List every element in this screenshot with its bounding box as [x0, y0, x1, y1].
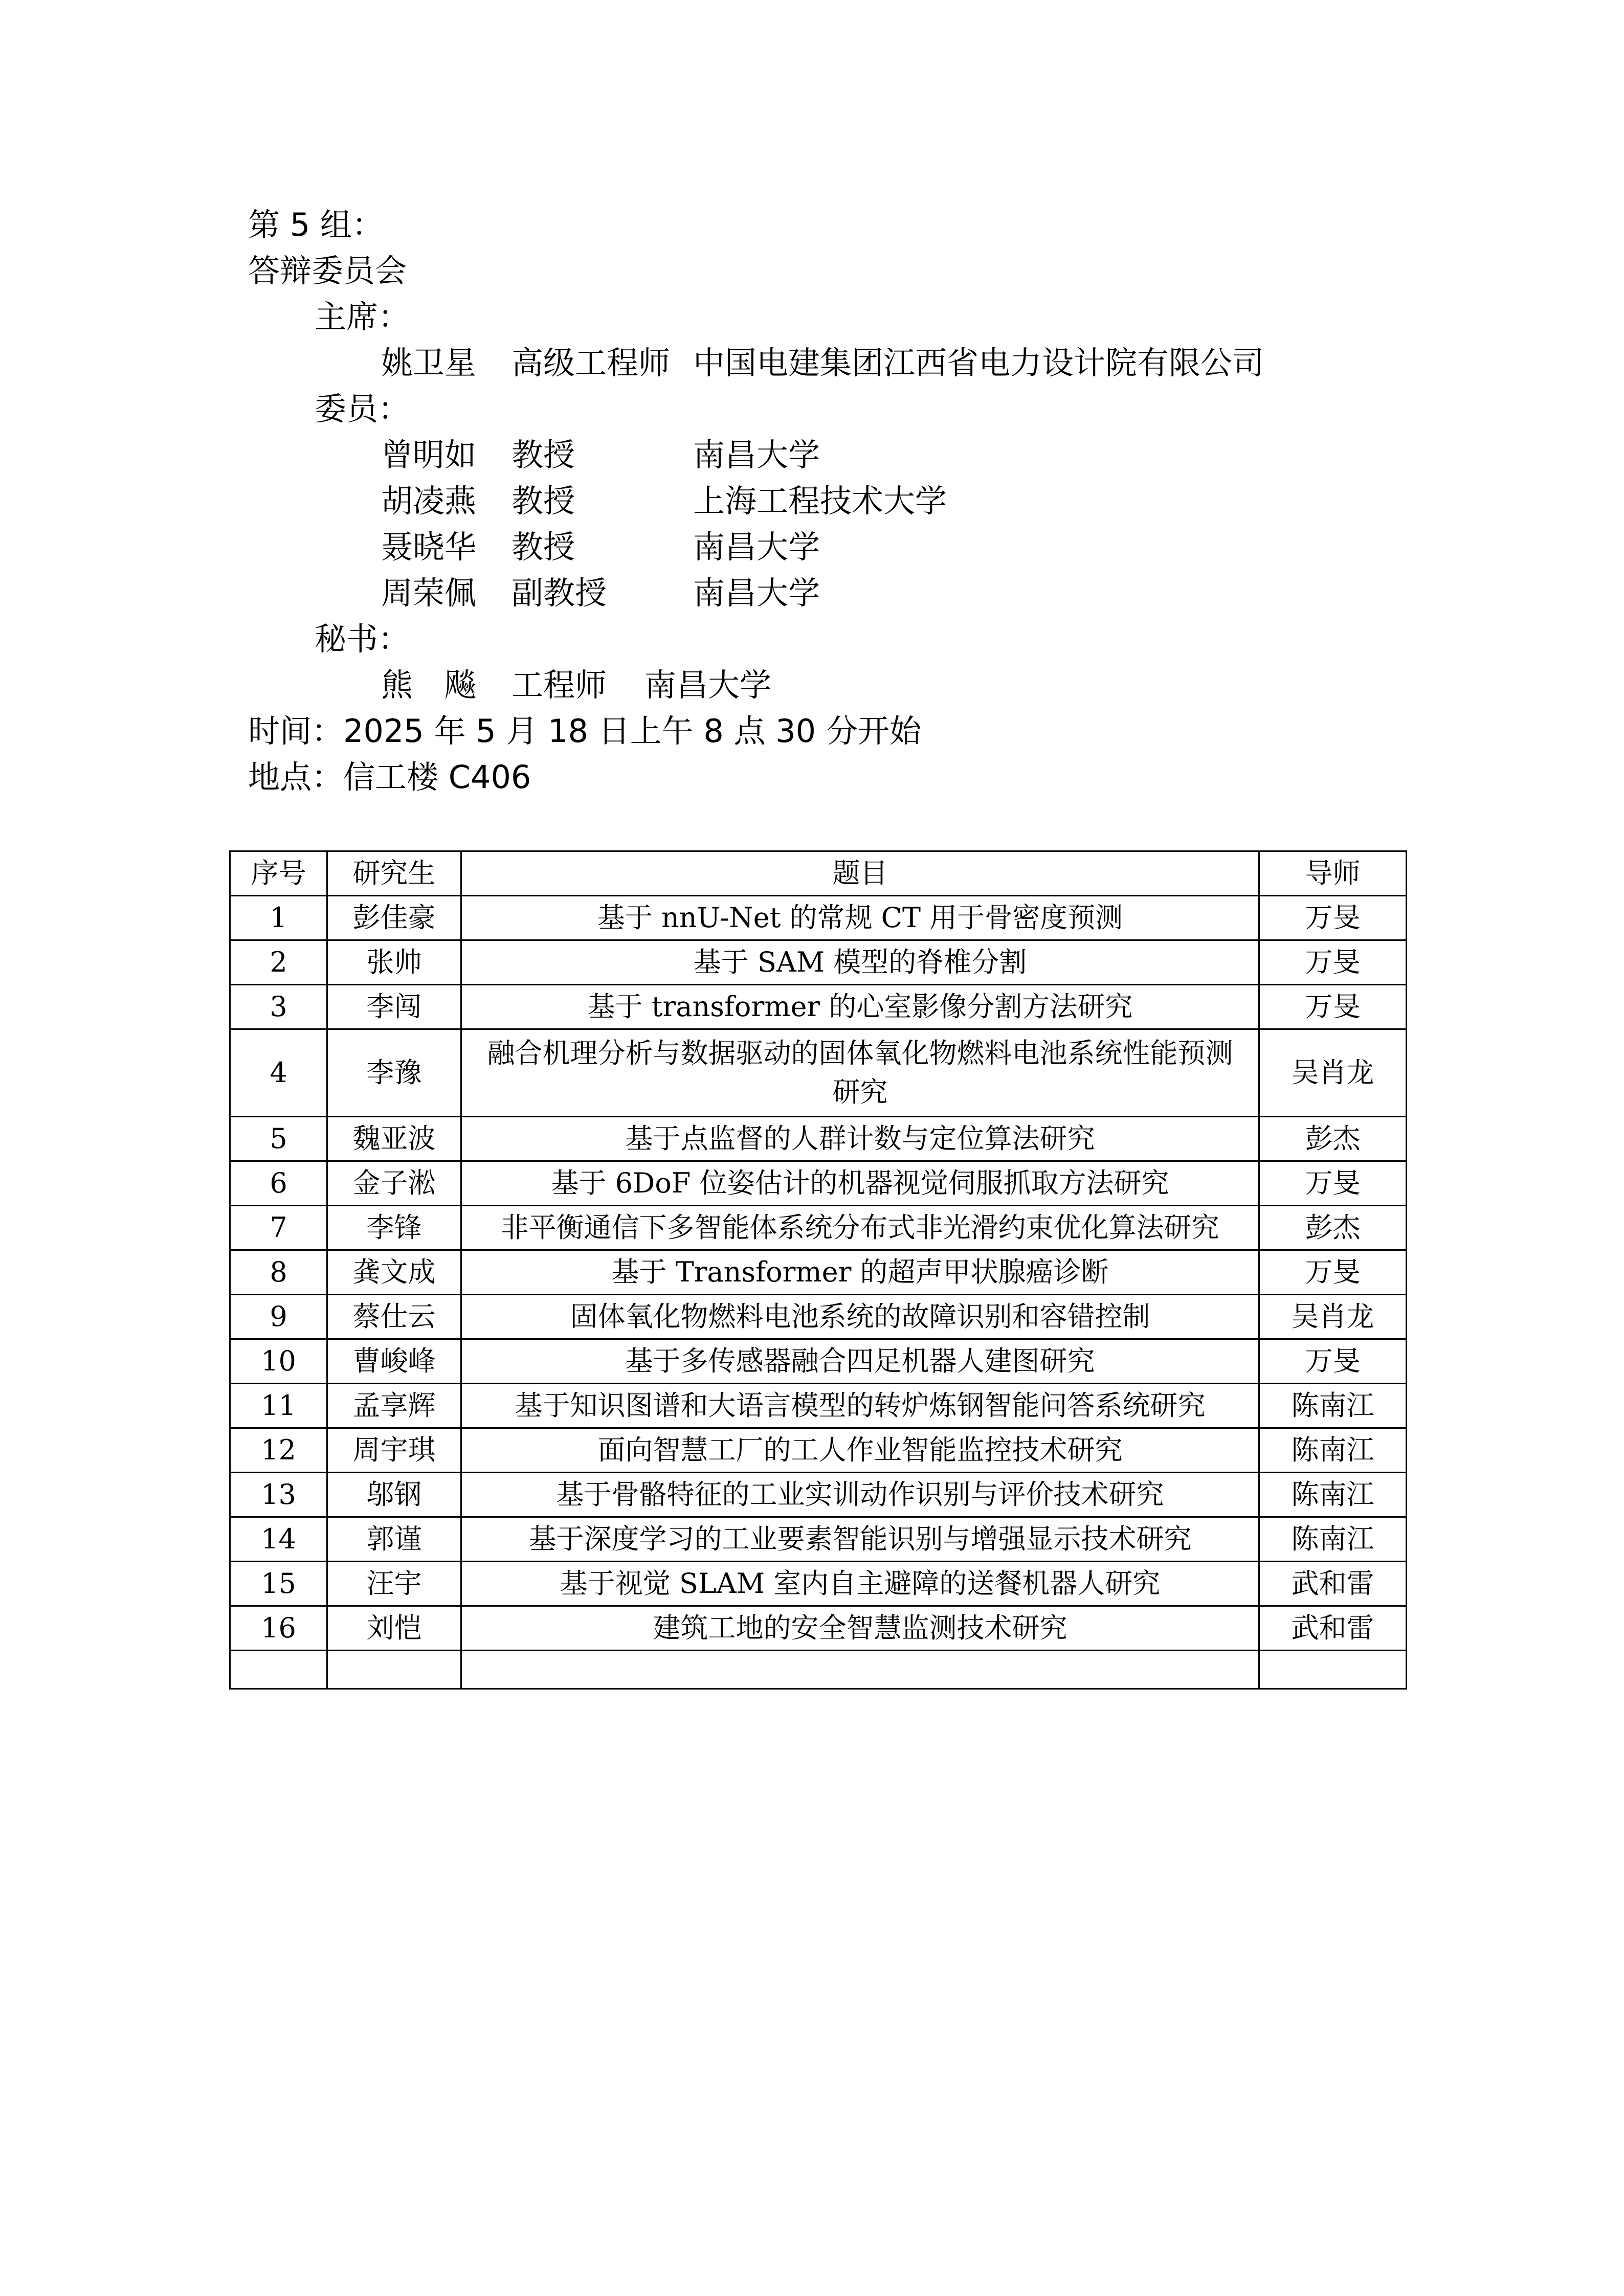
table-row: [230, 1295, 1407, 1339]
table-row: [230, 1562, 1407, 1606]
cell-advisor: 陈南江: [1259, 1473, 1407, 1517]
cell-no: 6: [230, 1161, 327, 1206]
cell-advisor: 万旻: [1259, 1161, 1407, 1206]
table-row: [230, 1428, 1407, 1473]
cell-no: 4: [230, 1029, 327, 1117]
group-label: 第 5 组：: [248, 206, 384, 243]
cell-student: 李豫: [327, 1029, 461, 1117]
cell-student: 魏亚波: [327, 1117, 461, 1161]
cell-no: 15: [230, 1562, 327, 1606]
cell-student: 金子淞: [327, 1161, 461, 1206]
cell-topic: 融合机理分析与数据驱动的固体氧化物燃料电池系统性能预测研究: [461, 1029, 1259, 1117]
cell-student: 周宇琪: [327, 1428, 461, 1473]
cell-advisor: 万旻: [1259, 1339, 1407, 1384]
cell-no: 12: [230, 1428, 327, 1473]
chair-org: 中国电建集团江西省电力设计院有限公司: [693, 344, 1264, 381]
cell-advisor: 万旻: [1259, 1250, 1407, 1295]
cell-student: 李锋: [327, 1206, 461, 1250]
cell-no: 5: [230, 1117, 327, 1161]
member-org: 南昌大学: [693, 574, 820, 612]
place-line: 地点：信工楼 C406: [248, 758, 531, 796]
cell-topic: 基于点监督的人群计数与定位算法研究: [461, 1117, 1259, 1161]
cell-no: 16: [230, 1606, 327, 1651]
header-topic: 题目: [461, 851, 1259, 896]
cell-no: 7: [230, 1206, 327, 1250]
cell-empty: [327, 1651, 461, 1689]
chair-name: 姚卫星: [381, 344, 477, 381]
members-label: 委员：: [315, 390, 410, 427]
member-name: 聂晓华: [381, 528, 477, 566]
header-advisor: 导师: [1259, 851, 1407, 896]
table-row: [230, 1384, 1407, 1428]
member-title: 教授: [511, 482, 575, 520]
member-title: 教授: [511, 528, 575, 566]
cell-student: 曹峻峰: [327, 1339, 461, 1384]
cell-no: 3: [230, 985, 327, 1029]
cell-empty: [230, 1651, 327, 1689]
cell-student: 邬钢: [327, 1473, 461, 1517]
cell-student: 龚文成: [327, 1250, 461, 1295]
cell-advisor: 万旻: [1259, 940, 1407, 985]
chair-label: 主席：: [315, 298, 410, 335]
cell-student: 张帅: [327, 940, 461, 985]
cell-student: 彭佳豪: [327, 896, 461, 940]
cell-no: 9: [230, 1295, 327, 1339]
cell-advisor: 吴肖龙: [1259, 1029, 1407, 1117]
cell-no: 1: [230, 896, 327, 940]
cell-student: 孟享辉: [327, 1384, 461, 1428]
cell-empty: [1259, 1651, 1407, 1689]
cell-advisor: 万旻: [1259, 896, 1407, 940]
cell-topic: 基于 transformer 的心室影像分割方法研究: [461, 985, 1259, 1029]
cell-topic: 基于 Transformer 的超声甲状腺癌诊断: [461, 1250, 1259, 1295]
cell-no: 2: [230, 940, 327, 985]
cell-topic: 基于深度学习的工业要素智能识别与增强显示技术研究: [461, 1517, 1259, 1562]
cell-student: 汪宇: [327, 1562, 461, 1606]
cell-topic: 基于 nnU-Net 的常规 CT 用于骨密度预测: [461, 896, 1259, 940]
member-name: 胡凌燕: [381, 482, 477, 520]
defense-schedule-table: [229, 850, 1407, 1690]
member-title: 副教授: [511, 574, 607, 612]
table-row: [230, 1517, 1407, 1562]
table-row: [230, 1339, 1407, 1384]
cell-advisor: 陈南江: [1259, 1517, 1407, 1562]
cell-student: 蔡仕云: [327, 1295, 461, 1339]
secretary-title: 工程师: [511, 666, 607, 704]
cell-advisor: 彭杰: [1259, 1117, 1407, 1161]
table-row: [230, 1161, 1407, 1206]
cell-topic: 基于 SAM 模型的脊椎分割: [461, 940, 1259, 985]
table-row: [230, 896, 1407, 940]
secretary-label: 秘书：: [315, 620, 410, 658]
cell-topic: 面向智慧工厂的工人作业智能监控技术研究: [461, 1428, 1259, 1473]
cell-student: 李闯: [327, 985, 461, 1029]
cell-topic: 基于多传感器融合四足机器人建图研究: [461, 1339, 1259, 1384]
cell-topic: 建筑工地的安全智慧监测技术研究: [461, 1606, 1259, 1651]
cell-topic: 基于知识图谱和大语言模型的转炉炼钢智能问答系统研究: [461, 1384, 1259, 1428]
cell-student: 刘恺: [327, 1606, 461, 1651]
cell-no: 13: [230, 1473, 327, 1517]
cell-empty: [461, 1651, 1259, 1689]
cell-topic: 基于 6DoF 位姿估计的机器视觉伺服抓取方法研究: [461, 1161, 1259, 1206]
secretary-org: 南昌大学: [644, 666, 772, 704]
cell-topic: 基于骨骼特征的工业实训动作识别与评价技术研究: [461, 1473, 1259, 1517]
cell-advisor: 万旻: [1259, 985, 1407, 1029]
cell-topic: 固体氧化物燃料电池系统的故障识别和容错控制: [461, 1295, 1259, 1339]
table-row: [230, 985, 1407, 1029]
table-row: [230, 1206, 1407, 1250]
cell-student: 郭谨: [327, 1517, 461, 1562]
table-row: [230, 940, 1407, 985]
member-org: 南昌大学: [693, 528, 820, 566]
table-row: [230, 1606, 1407, 1651]
cell-advisor: 陈南江: [1259, 1428, 1407, 1473]
cell-no: 8: [230, 1250, 327, 1295]
table-empty-row: [230, 1651, 1407, 1689]
header-no: 序号: [230, 851, 327, 896]
member-title: 教授: [511, 436, 575, 474]
time-line: 时间：2025 年 5 月 18 日上午 8 点 30 分开始: [248, 712, 921, 750]
cell-topic: 非平衡通信下多智能体系统分布式非光滑约束优化算法研究: [461, 1206, 1259, 1250]
committee-label: 答辩委员会: [248, 252, 407, 289]
table-row: [230, 1117, 1407, 1161]
secretary-name: 熊 飚: [381, 666, 477, 704]
cell-no: 11: [230, 1384, 327, 1428]
cell-no: 10: [230, 1339, 327, 1384]
table-header-row: [230, 851, 1407, 896]
member-name: 周荣佩: [381, 574, 477, 612]
member-name: 曾明如: [381, 436, 477, 474]
cell-advisor: 武和雷: [1259, 1606, 1407, 1651]
table-row: [230, 1473, 1407, 1517]
cell-no: 14: [230, 1517, 327, 1562]
chair-title: 高级工程师: [511, 344, 671, 381]
cell-advisor: 吴肖龙: [1259, 1295, 1407, 1339]
cell-advisor: 陈南江: [1259, 1384, 1407, 1428]
cell-advisor: 武和雷: [1259, 1562, 1407, 1606]
cell-advisor: 彭杰: [1259, 1206, 1407, 1250]
header-student: 研究生: [327, 851, 461, 896]
cell-topic: 基于视觉 SLAM 室内自主避障的送餐机器人研究: [461, 1562, 1259, 1606]
table-row: [230, 1250, 1407, 1295]
member-org: 南昌大学: [693, 436, 820, 474]
member-org: 上海工程技术大学: [693, 482, 947, 520]
table-row: [230, 1029, 1407, 1117]
